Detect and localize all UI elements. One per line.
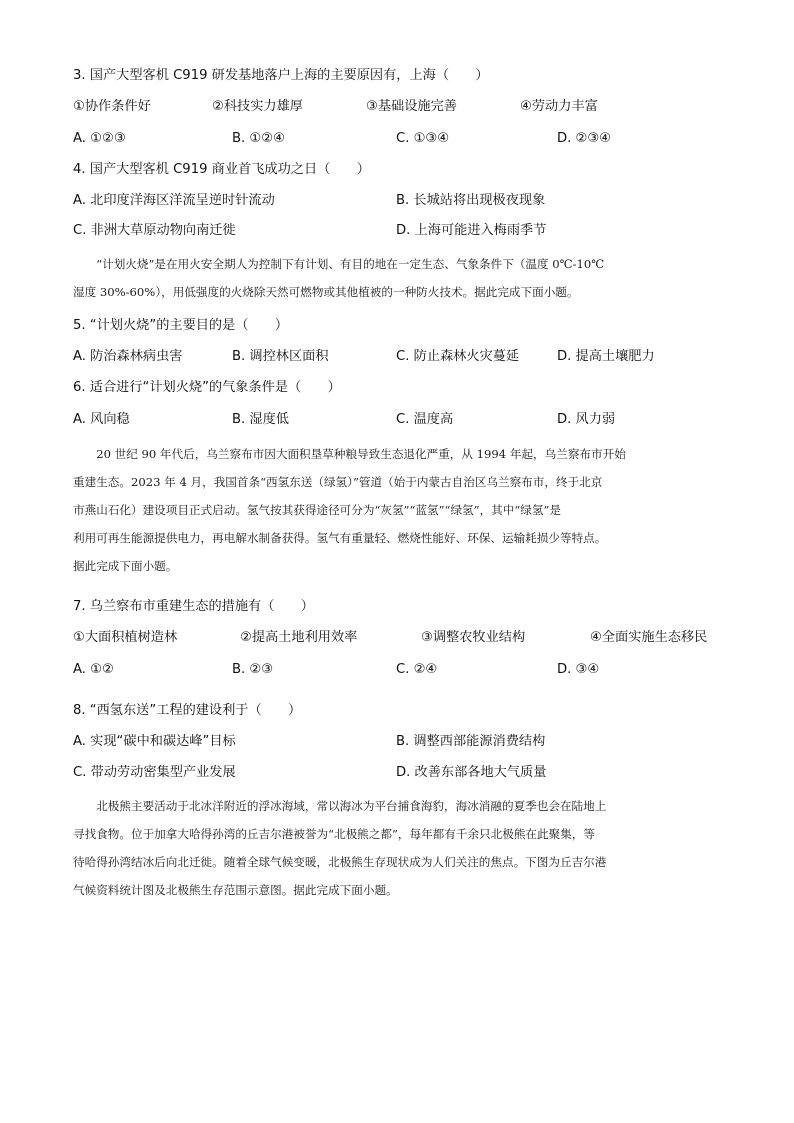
q5-option-c: C. 防止森林火灾蔓延 [396, 349, 520, 364]
q4-option-b: B. 长城站将出现极夜现象 [396, 193, 546, 208]
q4-option-a: A. 北印度洋海区洋流呈逆时针流动 [73, 193, 275, 208]
q3-item-2: ②科技实力雄厚 [212, 99, 303, 114]
passage2-line-5: 据此完成下面小题。 [73, 559, 178, 573]
passage-planned-burning [73, 250, 723, 306]
q7-item-2: ②提高土地利用效率 [240, 630, 358, 645]
passage3-line-1: 北极熊主要活动于北冰洋附近的浮冰海域，常以海冰为平台捕食海豹，海冰消融的夏季也会在陆地上 [96, 799, 607, 813]
q8-option-a: A. 实现“碳中和碳达峰”目标 [73, 734, 236, 749]
q6-stem: 6. 适合进行“计划火烧”的气象条件是（ ） [73, 380, 341, 395]
q7-item-3: ③调整农牧业结构 [421, 630, 526, 645]
passage3-line-3: 待哈得孙湾结冰后向北迁徙。随着全球气候变暖，北极熊生存现状成为人们关注的焦点。下图为丘吉尔港 [73, 855, 607, 869]
q7-option-b: B. ②③ [232, 662, 274, 677]
passage-polar-bear [73, 792, 723, 904]
q4-stem: 4. 国产大型客机 C919 商业首飞成功之日（ ） [73, 162, 370, 177]
q3-option-d: D. ②③④ [557, 131, 612, 146]
q7-item-1: ①大面积植树造林 [73, 630, 178, 645]
q6-option-d: D. 风力弱 [557, 412, 616, 427]
q6-option-c: C. 温度高 [396, 412, 454, 427]
q3-option-c: C. ①③④ [396, 131, 450, 146]
q5-stem: 5. “计划火烧”的主要目的是（ ） [73, 318, 289, 333]
q3-item-1: ①协作条件好 [73, 99, 151, 114]
q5-option-a: A. 防治森林病虫害 [73, 349, 183, 364]
q4-option-c: C. 非洲大草原动物向南迁徙 [73, 223, 236, 238]
q3-item-3: ③基础设施完善 [366, 99, 457, 114]
q8-option-b: B. 调整西部能源消费结构 [396, 734, 546, 749]
passage3-line-4: 气候资料统计图及北极熊生存范围示意图。据此完成下面小题。 [73, 883, 398, 897]
q6-option-b: B. 湿度低 [232, 412, 289, 427]
passage2-line-1: 20 世纪 90 年代后，乌兰察布市因大面积垦草种粮导致生态退化严重，从 1994 年起，乌兰察布市开始 [96, 447, 626, 461]
q3-item-4: ④劳动力丰富 [520, 99, 598, 114]
q7-option-d: D. ③④ [557, 662, 600, 677]
passage-west-hydrogen [73, 440, 723, 580]
q8-option-d: D. 改善东部各地大气质量 [396, 765, 547, 780]
q7-option-a: A. ①② [73, 662, 114, 677]
q3-stem: 3. 国产大型客机 C919 研发基地落户上海的主要原因有，上海（ ） [73, 68, 489, 83]
q5-option-b: B. 调控林区面积 [232, 349, 329, 364]
q5-option-d: D. 提高土壤肥力 [557, 349, 655, 364]
q8-option-c: C. 带动劳动密集型产业发展 [73, 765, 236, 780]
q3-option-b: B. ①②④ [232, 131, 285, 146]
passage2-line-3: 市燕山石化）建设项目正式启动。氢气按其获得途径可分为“灰氢”“蓝氢”“绿氢”，其中“绿氢”是 [73, 503, 561, 517]
passage2-line-2: 重建生态。2023 年 4 月，我国首条“西氢东送（绿氢）”管道（始于内蒙古自治区乌兰察布市，终于北京 [73, 475, 603, 489]
q6-option-a: A. 风向稳 [73, 412, 130, 427]
q3-option-a: A. ①②③ [73, 131, 126, 146]
passage1-line-2: 湿度 30%-60%），用低强度的火烧除天然可燃物或其他植被的一种防火技术。据此完成下面小题。 [73, 285, 579, 299]
passage3-line-2: 寻找食物。位于加拿大哈得孙湾的丘吉尔港被誉为“北极熊之都”，每年都有千余只北极熊在此聚集，等 [73, 827, 595, 841]
passage1-line-1: “计划火烧”是在用火安全期人为控制下有计划、有目的地在一定生态、气象条件下（温度 0℃-10℃ [96, 257, 605, 271]
passage2-line-4: 利用可再生能源提供电力，再电解水制备获得。氢气有重量轻、燃烧性能好、环保、运输耗损少等特点。 [73, 531, 607, 545]
q8-stem: 8. “西氢东送”工程的建设利于（ ） [73, 703, 302, 718]
q7-option-c: C. ②④ [396, 662, 438, 677]
q7-stem: 7. 乌兰察布市重建生态的措施有（ ） [73, 599, 314, 614]
q7-item-4: ④全面实施生态移民 [590, 630, 708, 645]
q4-option-d: D. 上海可能进入梅雨季节 [396, 223, 547, 238]
